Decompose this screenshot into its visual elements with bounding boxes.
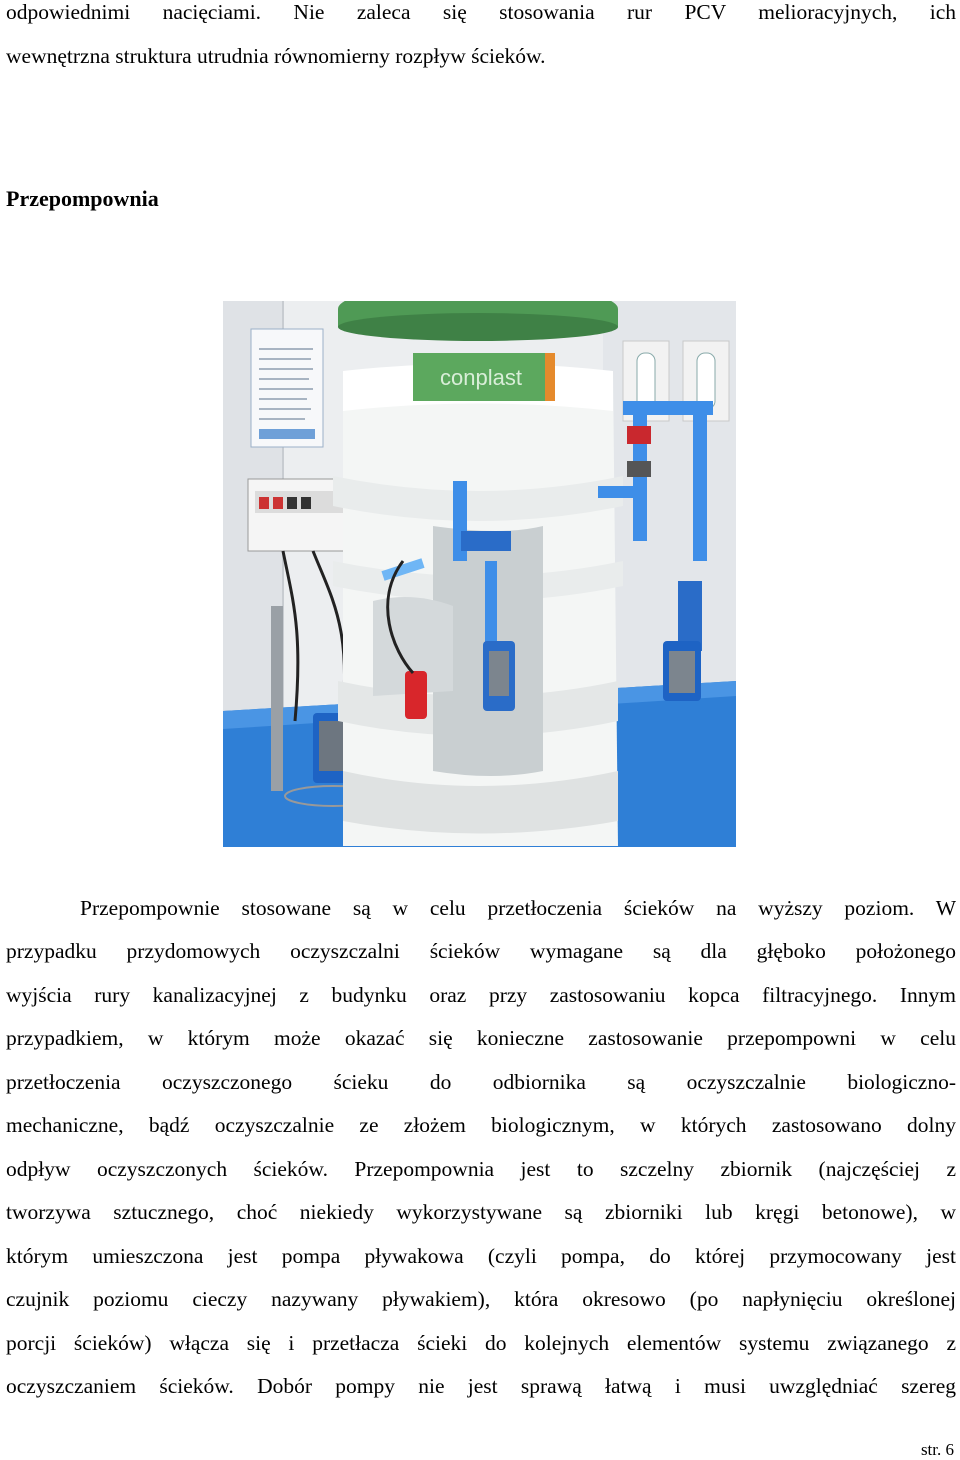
text-line: tworzywa sztucznego, choć niekiedy wykorzystywane są zbiorniki lub kręgi betonowe), w xyxy=(6,1200,956,1224)
text-line: którym umieszczona jest pompa pływakowa (czyli pompa, do której przymocowany jest xyxy=(6,1244,956,1268)
text-line: odpowiednimi nacięciami. Nie zaleca się stosowania rur PCV melioracyjnych, ich xyxy=(6,0,956,24)
text-line: przypadkiem, w którym może okazać się konieczne zastosowanie przepompowni w celu xyxy=(6,1026,956,1050)
text-line: przypadku przydomowych oczyszczalni ścieków wymagane są dla głęboko położonego xyxy=(6,939,956,963)
text-line: odpływ oczyszczonych ścieków. Przepompownia jest to szczelny zbiornik (najczęściej z xyxy=(6,1157,956,1181)
logo-text: conplast xyxy=(440,365,522,390)
text-line: mechaniczne, bądź oczyszczalnie ze złożem biologicznym, w których zastosowano dolny xyxy=(6,1113,956,1137)
section-heading: Przepompownia xyxy=(6,186,159,211)
text-line: przetłoczenia oczyszczonego ścieku do odbiornika są oczyszczalnie biologiczno- xyxy=(6,1070,956,1094)
text-line: oczyszczaniem ścieków. Dobór pompy nie jest sprawą łatwą i musi uwzględniać szereg xyxy=(6,1374,956,1398)
text-line: czujnik poziomu cieczy nazywany pływakiem), która okresowo (po napłynięciu określonej xyxy=(6,1287,956,1311)
text-line: porcji ścieków) włącza się i przetłacza ścieki do kolejnych elementów systemu związanego z xyxy=(6,1331,956,1355)
text-line: wyjścia rury kanalizacyjnej z budynku oraz przy zastosowaniu kopca filtracyjnego. Innym xyxy=(6,983,956,1007)
pumping-station-photo xyxy=(223,301,736,847)
text-line: Przepompownie stosowane są w celu przetłoczenia ścieków na wyższy poziom. W xyxy=(80,896,956,920)
page-number: str. 6 xyxy=(920,1440,954,1459)
text-line: wewnętrzna struktura utrudnia równomierny rozpływ ścieków. xyxy=(6,44,546,68)
